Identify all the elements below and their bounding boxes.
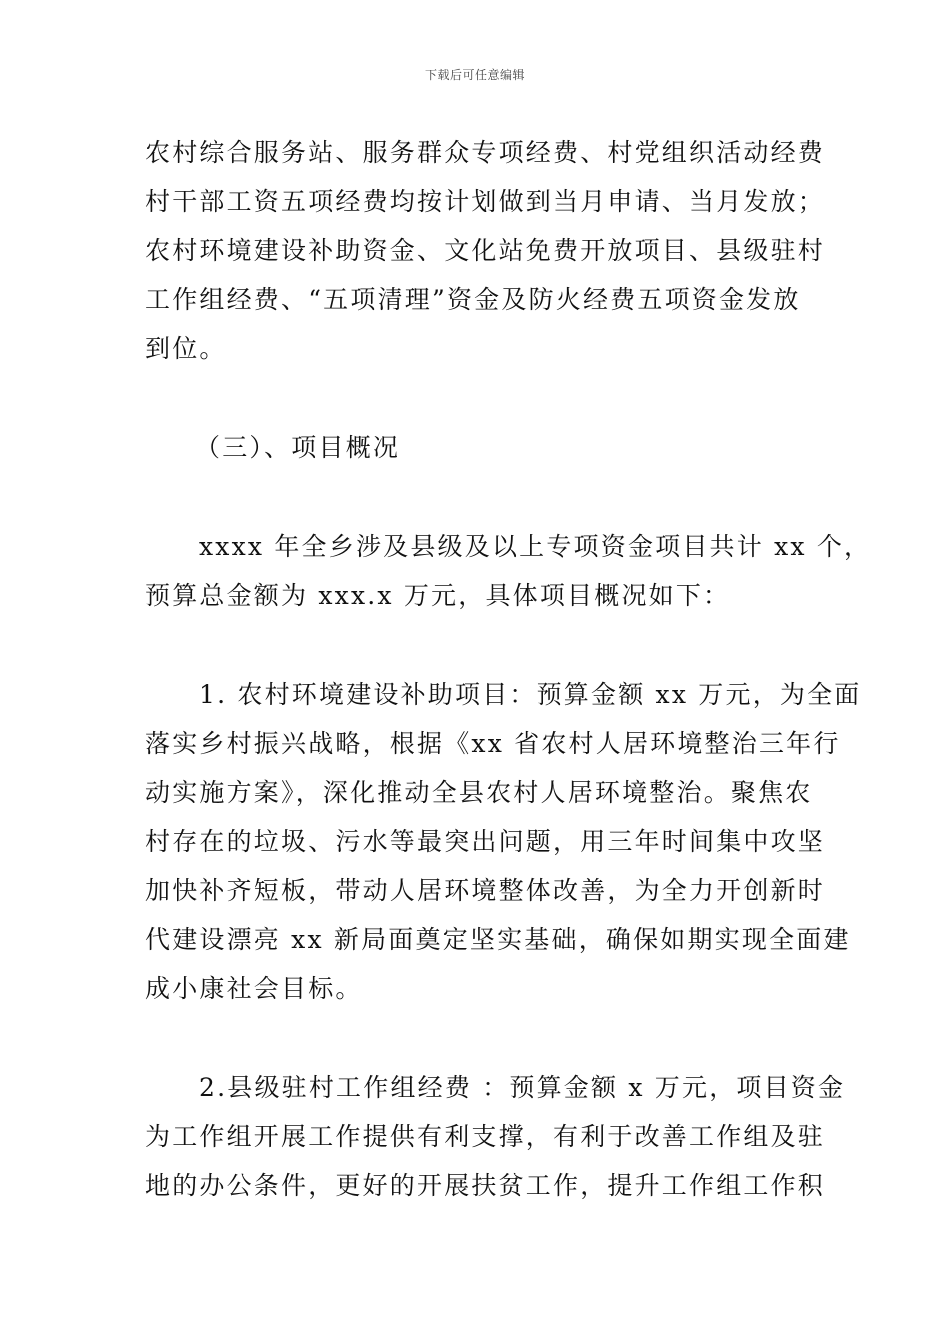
text-line: 农村环境建设补助资金、文化站免费开放项目、县级驻村 <box>145 236 826 265</box>
text-line: 地的办公条件，更好的开展扶贫工作，提升工作组工作积 <box>145 1171 826 1200</box>
page-header: 下载后可任意编辑 <box>424 68 525 82</box>
text-line: 动实施方案》，深化推动全县农村人居环境整治。聚焦农 <box>145 778 813 807</box>
text-line: xxxx 年全乡涉及县级及以上专项资金项目共计 xx 个， <box>199 532 872 561</box>
text-line: 为工作组开展工作提供有利支撑，有利于改善工作组及驻 <box>145 1122 826 1151</box>
text-line: 成小康社会目标。 <box>145 974 363 1003</box>
text-line: 1. 农村环境建设补助项目：预算金额 xx 万元，为全面 <box>199 680 862 709</box>
text-line: 工作组经费、“五项清理”资金及防火经费五项资金发放 <box>145 285 801 314</box>
text-line: 村存在的垃圾、污水等最突出问题，用三年时间集中攻坚 <box>145 827 826 856</box>
section-heading <box>145 423 815 472</box>
paragraph-project-overview <box>145 522 872 620</box>
document-body <box>145 128 872 1260</box>
text-line: 预算总金额为 xxx.x 万元，具体项目概况如下： <box>145 581 731 610</box>
text-line: 代建设漂亮 xx 新局面奠定坚实基础，确保如期实现全面建 <box>145 925 851 954</box>
text-line: 到位。 <box>145 334 227 363</box>
paragraph-item-1 <box>145 670 862 1013</box>
text-line: 落实乡村振兴战略，根据《xx 省农村人居环境整治三年行 <box>145 729 841 758</box>
section-heading-text: （三）、项目概况 <box>195 433 401 462</box>
text-line: 村干部工资五项经费均按计划做到当月申请、当月发放； <box>145 187 826 216</box>
paragraph-item-2 <box>145 1063 846 1210</box>
text-line: 农村综合服务站、服务群众专项经费、村党组织活动经费 <box>145 138 826 167</box>
text-line: 加快补齐短板，带动人居环境整体改善，为全力开创新时 <box>145 876 826 905</box>
paragraph-funds-status <box>145 128 826 373</box>
text-line: 2.县级驻村工作组经费 ：预算金额 x 万元，项目资金 <box>199 1073 846 1102</box>
